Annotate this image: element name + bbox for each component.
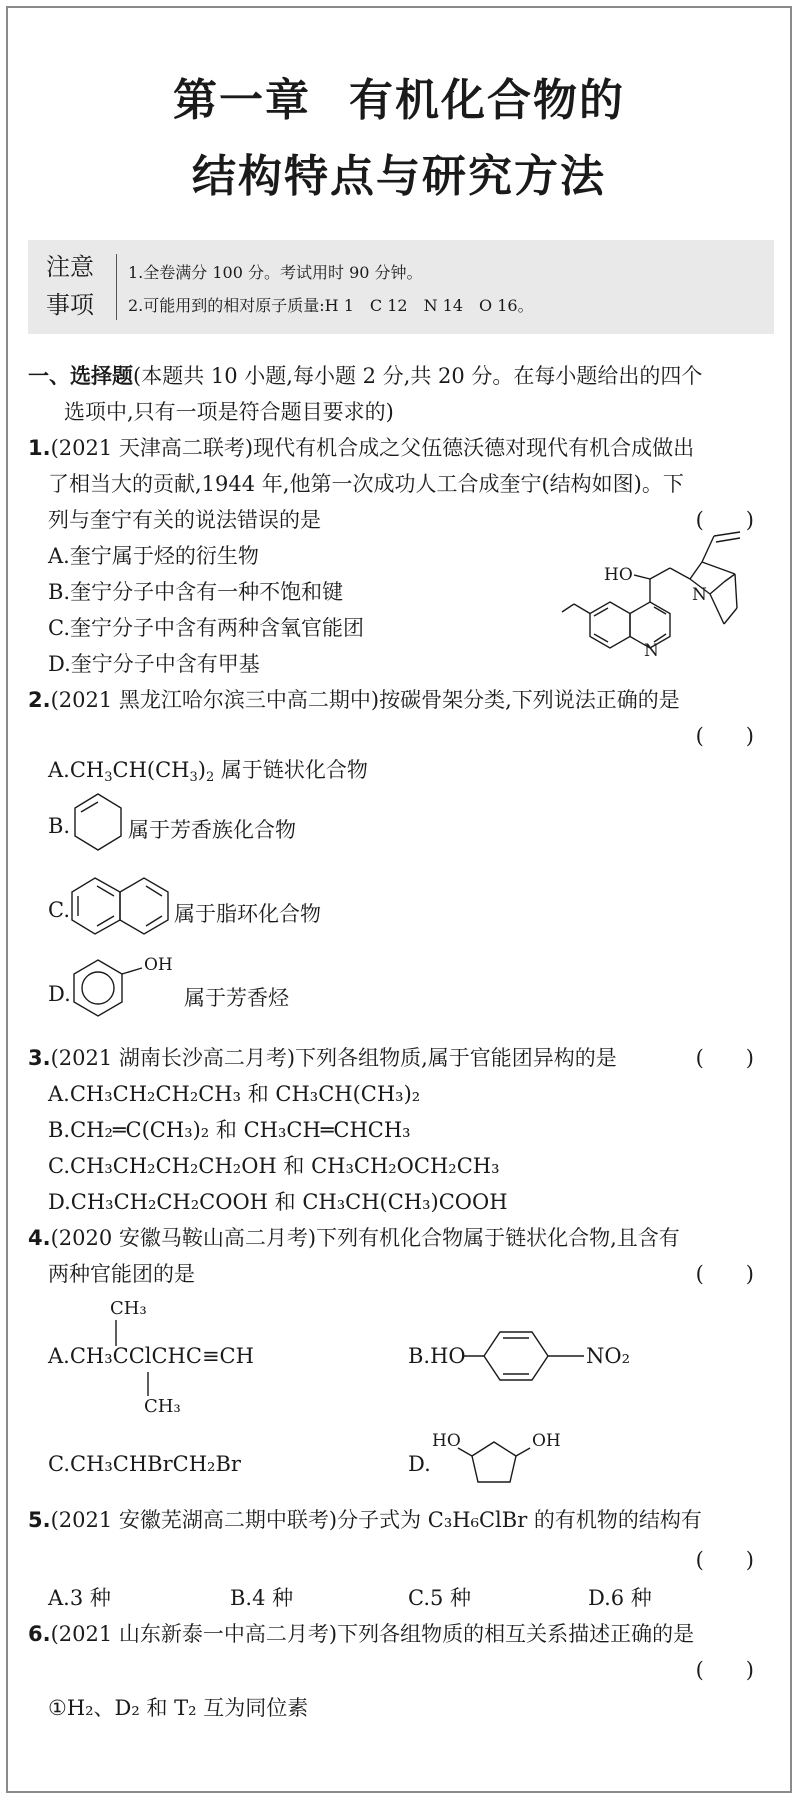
q1-option-b[interactable]: B.奎宁分子中含有一种不饱和键 bbox=[48, 580, 344, 604]
section-heading-row bbox=[28, 360, 702, 390]
q6-text-line1: (2021 山东新泰一中高二月考)下列各组物质的相互关系描述正确的是 bbox=[50, 1622, 695, 1646]
q2-a-sub-2: 3 bbox=[189, 770, 198, 785]
notice-divider bbox=[116, 254, 117, 320]
q1-option-c[interactable]: C.奎宁分子中含有两种含氧官能团 bbox=[48, 616, 364, 640]
q3-option-a[interactable]: A.CH₃CH₂CH₂CH₃ 和 CH₃CH(CH₃)₂ bbox=[48, 1082, 421, 1106]
chapter-title-part: 有机化合物的 bbox=[349, 75, 625, 126]
q6-answer-blank[interactable]: ( ) bbox=[695, 1658, 754, 1682]
q2-option-a[interactable] bbox=[48, 754, 368, 785]
section-heading: 一、选择题 bbox=[28, 364, 133, 388]
q5-stem-line1 bbox=[28, 1504, 702, 1534]
section-desc-line1: (本题共 10 小题,每小题 2 分,共 20 分。在每小题给出的四个 bbox=[133, 364, 703, 388]
q1-option-d[interactable]: D.奎宁分子中含有甲基 bbox=[48, 652, 260, 676]
q5-option-b[interactable]: B.4 种 bbox=[230, 1586, 294, 1610]
q4-a-top-methyl: CH₃ bbox=[110, 1298, 147, 1319]
naphthalene-structure bbox=[70, 868, 180, 948]
cyclopentanediol-structure bbox=[428, 1426, 608, 1506]
q3-text-line1: (2021 湖南长沙高二月考)下列各组物质,属于官能团异构的是 bbox=[50, 1046, 617, 1070]
q3-answer-blank[interactable]: ( ) bbox=[695, 1046, 754, 1070]
quinine-ring-n-label: N bbox=[644, 641, 659, 661]
q2-a-text-4: 属于链状化合物 bbox=[214, 758, 368, 782]
q2-option-d-text[interactable]: 属于芳香烃 bbox=[184, 986, 289, 1010]
q4-text-line1: (2020 安徽马鞍山高二月考)下列有机化合物属于链状化合物,且含有 bbox=[50, 1226, 680, 1250]
q1-stem-line3: 列与奎宁有关的说法错误的是 bbox=[48, 508, 321, 532]
q4-stem-line1 bbox=[28, 1222, 680, 1252]
q2-stem-line1 bbox=[28, 684, 680, 714]
quinine-hydroxyl-label: HO bbox=[604, 565, 633, 585]
q5-option-a[interactable]: A.3 种 bbox=[48, 1586, 111, 1610]
quinoline-ring-left bbox=[590, 602, 630, 648]
cyclohexadiene-structure bbox=[68, 789, 128, 865]
q4-option-a[interactable]: A.CH₃CClCHC≡CH bbox=[48, 1344, 254, 1368]
q2-a-sub-1: 3 bbox=[104, 770, 113, 785]
notice-label-line2: 事项 bbox=[46, 291, 94, 319]
chapter-title-line2: 结构特点与研究方法 bbox=[192, 151, 606, 202]
q4-number: 4. bbox=[28, 1226, 51, 1250]
chapter-number: 第一章 bbox=[173, 75, 311, 126]
q3-option-d[interactable]: D.CH₃CH₂CH₂COOH 和 CH₃CH(CH₃)COOH bbox=[48, 1190, 508, 1214]
q2-a-text-2: CH(CH bbox=[112, 758, 190, 782]
exam-page bbox=[6, 6, 792, 1793]
notice-label-line1: 注意 bbox=[46, 253, 94, 281]
notice-lines bbox=[128, 256, 534, 322]
q2-option-c-text[interactable]: 属于脂环化合物 bbox=[174, 902, 321, 926]
quinine-structure-figure bbox=[548, 526, 778, 681]
q5-option-c[interactable]: C.5 种 bbox=[408, 1586, 472, 1610]
chapter-title-line1 bbox=[8, 64, 790, 128]
q3-number: 3. bbox=[28, 1046, 51, 1070]
q2-a-text-3: ) bbox=[197, 758, 206, 782]
phenol-structure bbox=[70, 952, 190, 1030]
notice-line2: 2.可能用到的相对原子质量:H 1 C 12 N 14 O 16。 bbox=[128, 296, 534, 315]
q6-number: 6. bbox=[28, 1622, 51, 1646]
q2-option-c-label[interactable]: C. bbox=[48, 898, 70, 922]
q5-answer-blank[interactable]: ( ) bbox=[695, 1548, 754, 1572]
q2-a-text-1: A.CH bbox=[48, 758, 105, 782]
q1-text-line1: (2021 天津高二联考)现代有机合成之父伍德沃德对现代有机合成做出 bbox=[50, 436, 695, 460]
q6-item-1: ①H₂、D₂ 和 T₂ 互为同位素 bbox=[48, 1696, 309, 1720]
diol-oh-label: OH bbox=[532, 1431, 561, 1451]
q1-answer-blank[interactable]: ( ) bbox=[695, 508, 754, 532]
q2-option-b-label[interactable]: B. bbox=[48, 814, 71, 838]
q5-number: 5. bbox=[28, 1508, 51, 1532]
q4-option-b-label[interactable]: B.HO bbox=[408, 1344, 466, 1368]
q3-option-b[interactable]: B.CH₂═C(CH₃)₂ 和 CH₃CH═CHCH₃ bbox=[48, 1118, 411, 1142]
q1-stem-line1 bbox=[28, 432, 694, 462]
q2-option-b-text[interactable]: 属于芳香族化合物 bbox=[128, 818, 296, 842]
q6-stem-line1 bbox=[28, 1618, 694, 1648]
q4-option-d-label[interactable]: D. bbox=[408, 1452, 431, 1476]
q4-answer-blank[interactable]: ( ) bbox=[695, 1262, 754, 1286]
q1-number: 1. bbox=[28, 436, 51, 460]
q3-stem-line1 bbox=[28, 1042, 617, 1072]
q2-number: 2. bbox=[28, 688, 51, 712]
quinine-bridge-n-label: N bbox=[692, 585, 707, 605]
diol-ho-label: HO bbox=[432, 1431, 461, 1451]
phenol-oh-label: OH bbox=[144, 955, 173, 975]
q4-option-c[interactable]: C.CH₃CHBrCH₂Br bbox=[48, 1452, 241, 1476]
q4-stem-line2: 两种官能团的是 bbox=[48, 1262, 195, 1286]
nitrophenol-structure bbox=[464, 1326, 584, 1386]
q5-text-line1: (2021 安徽芜湖高二期中联考)分子式为 C₃H₆ClBr 的有机物的结构有 bbox=[50, 1508, 702, 1532]
q3-option-c[interactable]: C.CH₃CH₂CH₂CH₂OH 和 CH₃CH₂OCH₂CH₃ bbox=[48, 1154, 500, 1178]
section-desc-line2: 选项中,只有一项是符合题目要求的) bbox=[64, 400, 394, 424]
q1-option-a[interactable]: A.奎宁属于烃的衍生物 bbox=[48, 544, 259, 568]
q2-answer-blank[interactable]: ( ) bbox=[695, 724, 754, 748]
notice-box bbox=[28, 240, 774, 334]
q2-a-sub-3: 2 bbox=[205, 770, 215, 785]
q2-text-line1: (2021 黑龙江哈尔滨三中高二期中)按碳骨架分类,下列说法正确的是 bbox=[50, 688, 680, 712]
notice-line1: 1.全卷满分 100 分。考试用时 90 分钟。 bbox=[128, 263, 423, 282]
q2-option-d-label[interactable]: D. bbox=[48, 982, 71, 1006]
notice-label bbox=[46, 248, 108, 324]
q4-a-bottom-methyl: CH₃ bbox=[144, 1396, 181, 1417]
q4-b-nitro-label: NO₂ bbox=[586, 1344, 631, 1368]
q5-option-d[interactable]: D.6 种 bbox=[588, 1586, 652, 1610]
q1-stem-line2: 了相当大的贡献,1944 年,他第一次成功人工合成奎宁(结构如图)。下 bbox=[48, 472, 684, 496]
